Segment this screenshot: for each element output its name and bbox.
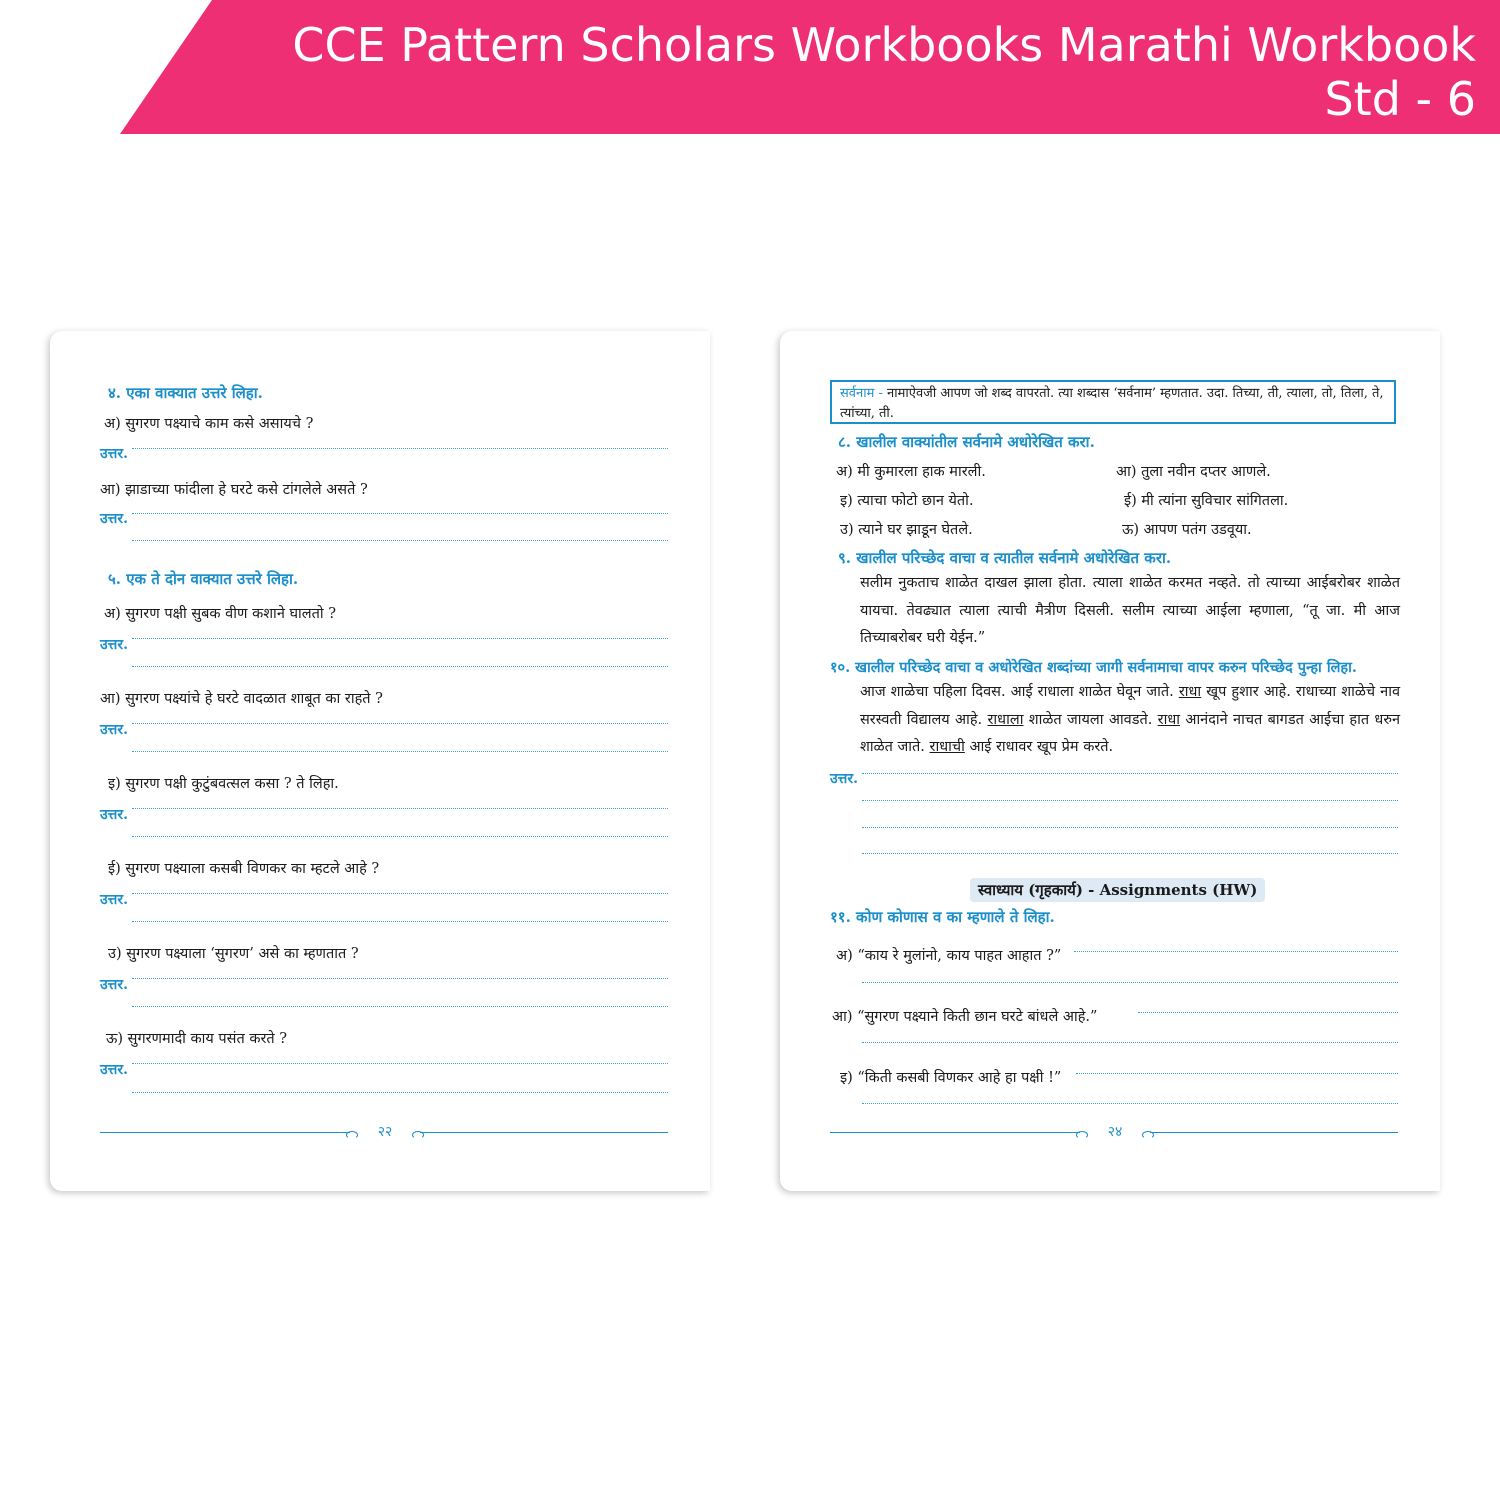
answer-line[interactable] (1138, 1012, 1398, 1013)
page-number: २४ (1080, 1122, 1150, 1141)
q5-item-e: उ) सुगरण पक्ष्याला ‘सुगरण’ असे का म्हणतात ? (108, 946, 359, 962)
answer-line[interactable] (862, 1042, 1398, 1043)
title-banner (0, 0, 1500, 134)
q10-text-4: आनंदाने नाचत बागडत आईचा हात धरुन शाळेत जाते. (860, 711, 1401, 755)
banner-title-line1: CCE Pattern Scholars Workbooks Marathi Workbook (292, 18, 1476, 72)
answer-line[interactable] (862, 1103, 1398, 1104)
answer-label: उत्तर. (100, 1062, 128, 1078)
definition-term: सर्वनाम - (840, 386, 883, 401)
q10-heading: १०. खालील परिच्छेद वाचा व अधोरेखित शब्दांच्या जागी सर्वनामाचा वापर करुन परिच्छेद पुन्हा लिहा. (830, 659, 1357, 676)
q11-item-a: अ) “काय रे मुलांनो, काय पाहत आहात ?” (836, 948, 1062, 964)
answer-line[interactable] (132, 1006, 668, 1007)
q8-item-e: उ) त्याने घर झाडून घेतले. (840, 522, 973, 538)
answer-line[interactable] (132, 893, 668, 894)
answer-line[interactable] (132, 978, 668, 979)
q4-heading: ४. एका वाक्यात उत्तरे लिहा. (108, 384, 263, 402)
answer-line[interactable] (132, 638, 668, 639)
assignment-badge: स्वाध्याय (गृहकार्य) - Assignments (HW) (970, 878, 1265, 902)
q8-item-c: इ) त्याचा फोटो छान येतो. (840, 493, 974, 509)
answer-label: उत्तर. (100, 807, 128, 823)
answer-label: उत्तर. (100, 446, 128, 462)
q10-text-3: शाळेत जायला आवडते. (1028, 711, 1153, 728)
q4-item-a: अ) सुगरण पक्ष्याचे काम कसे असायचे ? (104, 416, 314, 432)
answer-line[interactable] (862, 982, 1398, 983)
answer-label: उत्तर. (100, 511, 128, 527)
answer-line[interactable] (132, 540, 668, 541)
answer-line[interactable] (1074, 951, 1398, 952)
q8-heading: ८. खालील वाक्यांतील सर्वनामे अधोरेखित करा. (838, 433, 1095, 451)
answer-line[interactable] (132, 448, 668, 449)
answer-line[interactable] (132, 723, 668, 724)
q5-item-c: इ) सुगरण पक्षी कुटुंबवत्सल कसा ? ते लिहा. (108, 776, 339, 792)
q5-item-d: ई) सुगरण पक्ष्याला कसबी विणकर का म्हटले आहे ? (108, 861, 380, 877)
answer-line[interactable] (132, 1063, 668, 1064)
left-page (50, 331, 710, 1191)
q10-underlined-1: राधा (1178, 684, 1202, 700)
answer-line[interactable] (132, 666, 668, 667)
banner-title (196, 18, 1476, 126)
answer-line[interactable] (862, 773, 1398, 774)
q10-underlined-3: राधा (1157, 711, 1181, 728)
q11-heading: ११. कोण कोणास व का म्हणाले ते लिहा. (830, 908, 1055, 926)
answer-line[interactable] (132, 921, 668, 922)
q10-underlined-4: राधाची (929, 739, 965, 755)
q11-item-c: इ) “किती कसबी विणकर आहे हा पक्षी !” (840, 1070, 1062, 1086)
q9-heading: ९. खालील परिच्छेद वाचा व त्यातील सर्वनामे अधोरेखित करा. (838, 549, 1172, 567)
q5-item-a: अ) सुगरण पक्षी सुबक वीण कशाने घालतो ? (104, 606, 337, 622)
answer-line[interactable] (132, 808, 668, 809)
q10-underlined-2: राधाला (987, 711, 1024, 728)
answer-label: उत्तर. (100, 637, 128, 653)
q5-item-f: ऊ) सुगरणमादी काय पसंत करते ? (106, 1031, 288, 1047)
q8-item-b: आ) तुला नवीन दप्तर आणले. (1116, 464, 1271, 480)
page-number: २२ (350, 1122, 420, 1141)
answer-line[interactable] (862, 853, 1398, 854)
q11-item-b: आ) “सुगरण पक्ष्याने किती छान घरटे बांधले आहे.” (832, 1009, 1098, 1025)
q8-item-d: ई) मी त्यांना सुविचार सांगितला. (1124, 493, 1289, 509)
answer-label: उत्तर. (830, 771, 858, 787)
q10-text-1: आज शाळेचा पहिला दिवस. आई राधाला शाळेत घेवून जाते. (860, 684, 1174, 700)
banner-title-line2: Std - 6 (1324, 72, 1476, 126)
q9-paragraph: सलीम नुकताच शाळेत दाखल झाला होता. त्याला शाळेत करमत नव्हते. तो त्याच्या आईबरोबर शाळेत यायचा. तेवढ्यात त्याला त्याची मैत्रीण दिसली. सलीम त्याच्या आईला म्हणाला, “तू जा. मी आज तिच्याबरोबर घरी येईन.” (860, 575, 1400, 646)
q8-item-f: ऊ) आपण पतंग उडवूया. (1122, 522, 1252, 538)
answer-line[interactable] (132, 1092, 668, 1093)
q10-text-2: खूप हुशार आहे. राधाच्या शाळेचे नाव सरस्वती विद्यालय आहे. (860, 684, 1401, 728)
q8-item-a: अ) मी कुमारला हाक मारली. (836, 464, 986, 480)
answer-line[interactable] (1076, 1073, 1398, 1074)
answer-line[interactable] (132, 836, 668, 837)
answer-line[interactable] (862, 800, 1398, 801)
q5-heading: ५. एक ते दोन वाक्यात उत्तरे लिहा. (108, 570, 299, 588)
answer-line[interactable] (132, 513, 668, 514)
q10-text-5: आई राधावर खूप प्रेम करते. (969, 739, 1114, 755)
answer-line[interactable] (862, 827, 1398, 828)
q10-paragraph (860, 679, 1400, 762)
answer-label: उत्तर. (100, 722, 128, 738)
definition-text: नामाऐवजी आपण जो शब्द वापरतो. त्या शब्दास ‘सर्वनाम’ म्हणतात. उदा. तिच्या, ती, त्याला, तो, तिला, ते, त्यांच्या, ती. (840, 386, 1384, 421)
right-page (780, 331, 1440, 1191)
q4-item-b: आ) झाडाच्या फांदीला हे घरटे कसे टांगलेले असते ? (100, 482, 368, 498)
answer-label: उत्तर. (100, 892, 128, 908)
definition-box (830, 380, 1396, 424)
answer-line[interactable] (132, 751, 668, 752)
answer-label: उत्तर. (100, 977, 128, 993)
q5-item-b: आ) सुगरण पक्ष्यांचे हे घरटे वादळात शाबूत का राहते ? (100, 691, 383, 707)
